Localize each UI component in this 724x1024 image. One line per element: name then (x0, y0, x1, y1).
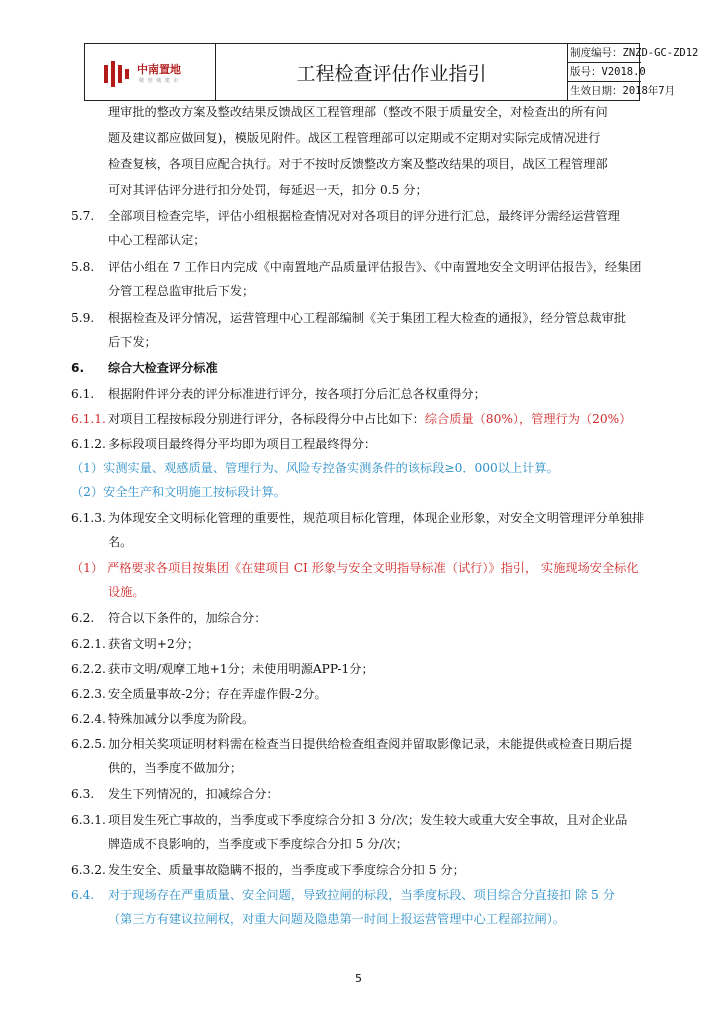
document-meta (568, 44, 699, 100)
section-6-1-3-item-1-line-2: 设施。 (108, 585, 145, 599)
section-6-1-1-number: 6.1.1. (71, 412, 106, 426)
section-6-4-number: 6.4. (71, 888, 95, 902)
doc-code: 制度编号：ZNZD-GC-ZD12 (568, 44, 641, 63)
section-5-9-number: 5.9. (71, 311, 95, 325)
section-6-3-1-line-2: 牌造成不良影响的，当季度或下季度综合分扣 5 分/次； (108, 837, 408, 851)
section-6-3-1-line-1: 项目发生死亡事故的，当季度或下季度综合分扣 3 分/次；发生较大或重大安全事故，且对企业品 (108, 813, 628, 827)
para-5-6-line-2: 题及建议都应做回复)，模版见附件。战区工程管理部可以定期或不定期对实际完成情况进行 (108, 131, 601, 145)
section-5-7-line-1: 全部项目检查完毕，评估小组根据检查情况对对各项目的评分进行汇总，最终评分需经运营管理 (108, 209, 620, 223)
section-6-1-1-text: 对项目工程按标段分别进行评分，各标段得分中占比如下： (108, 412, 425, 426)
section-6-1-text: 根据附件评分表的评分标准进行评分，按各项打分后汇总各权重得分； (108, 387, 486, 401)
section-5-8-number: 5.8. (71, 260, 95, 274)
section-6-1-3-line-1: 为体现安全文明标化管理的重要性，规范项目标化管理，体现企业形象，对安全文明管理评分单独排 (108, 511, 645, 525)
section-6-2-1-text: 获省文明+2分； (108, 637, 200, 651)
section-6-3-1-number: 6.3.1. (71, 813, 106, 827)
section-6-4-line-1: 对于现场存在严重质量、安全问题，导致拉闸的标段，当季度标段、项目综合分直接扣 除 5 分 (108, 888, 615, 902)
section-6-1-3-item-1-line-1: （1） 严格要求各项目按集团《在建项目 CI 形象与安全文明指导标准（试行）》指引， 实施现场安全标化 (71, 561, 639, 575)
section-5-8-line-1: 评估小组在 7 工作日内完成《中南置地产品质量评估报告》、《中南置地安全文明评估报告》，经集团 (108, 260, 642, 274)
section-6-2-4-number: 6.2.4. (71, 712, 106, 726)
section-6-number: 6. (71, 361, 85, 375)
page-number: 5 (355, 972, 362, 985)
section-6-1-2-item-2: （2）安全生产和文明施工按标段计算。 (71, 485, 286, 499)
section-6-1-3-number: 6.1.3. (71, 511, 106, 525)
section-6-1-1-line (108, 411, 631, 427)
section-6-1-3-line-2: 名。 (108, 535, 133, 549)
section-6-1-2-item-1: （1）实测实量、观感质量、管理行为、风险专控备实测条件的该标段≥0．000以上计算。 (71, 461, 559, 475)
section-6-1-1-weights: 综合质量（80%），管理行为（20%） (424, 412, 632, 426)
company-logo (85, 44, 216, 100)
doc-version: 版号：V2018.0 (568, 63, 641, 82)
section-6-2-5-number: 6.2.5. (71, 737, 106, 751)
section-6-2-3-text: 安全质量事故-2分；存在弄虚作假-2分。 (108, 687, 327, 701)
section-6-1-2-text: 多标段项目最终得分平均即为项目工程最终得分： (108, 437, 377, 451)
section-6-2-2-number: 6.2.2. (71, 662, 106, 676)
para-5-6-line-3: 检查复核，各项目应配合执行。对于不按时反馈整改方案及整改结果的项目，战区工程管理部 (108, 157, 608, 171)
brand-name: 中南置地 (137, 63, 181, 76)
section-6-3-number: 6.3. (71, 787, 95, 801)
document-header (84, 43, 699, 101)
section-6-2-1-number: 6.2.1. (71, 637, 106, 651)
section-5-9-line-2: 后下发； (108, 335, 157, 349)
section-6-3-2-text: 发生安全、质量事故隐瞒不报的，当季度或下季度综合分扣 5 分； (108, 863, 465, 877)
para-5-6-line-1: 理审批的整改方案及整改结果反馈战区工程管理部（整改不限于质量安全，对检查出的所有问 (108, 105, 608, 119)
section-6-2-5-line-2: 供的，当季度不做加分； (108, 761, 243, 775)
section-6-2-number: 6.2. (71, 611, 95, 625)
para-5-6-line-4: 可对其评估评分进行扣分处罚，每延迟一天，扣分 0.5 分； (108, 183, 428, 197)
section-6-3-2-number: 6.3.2. (71, 863, 106, 877)
effective-date: 生效日期：2018年7月 (570, 85, 676, 97)
section-5-8-line-2: 分管工程总监审批后下发； (108, 284, 255, 298)
section-5-7-line-2: 中心工程部认定； (108, 233, 206, 247)
document-title: 工程检查评估作业指引 (216, 44, 568, 100)
brand-slogan: 敬 创 城 建 市 (139, 78, 180, 84)
section-6-2-4-text: 特殊加减分以季度为阶段。 (108, 712, 255, 726)
section-6-title: 综合大检查评分标准 (108, 361, 218, 375)
section-6-2-2-text: 获市文明/观摩工地+1分；未使用明源APP-1分； (108, 662, 374, 676)
section-5-9-line-1: 根据检查及评分情况，运营管理中心工程部编制《关于集团工程大检查的通报》，经分管总裁审批 (108, 311, 626, 325)
section-6-2-3-number: 6.2.3. (71, 687, 106, 701)
section-6-3-text: 发生下列情况的，扣减综合分： (108, 787, 279, 801)
logo-mark-icon (103, 61, 133, 87)
section-6-2-5-line-1: 加分相关奖项证明材料需在检查当日提供给检查组查阅并留取影像记录，未能提供或检查日期后提 (108, 737, 633, 751)
section-6-4-line-2: （第三方有建议拉闸权，对重大问题及隐患第一时间上报运营管理中心工程部拉闸）。 (108, 912, 566, 926)
section-6-1-2-number: 6.1.2. (71, 437, 106, 451)
section-6-1-number: 6.1. (71, 387, 95, 401)
section-6-2-text: 符合以下条件的，加综合分： (108, 611, 267, 625)
section-5-7-number: 5.7. (71, 209, 95, 223)
